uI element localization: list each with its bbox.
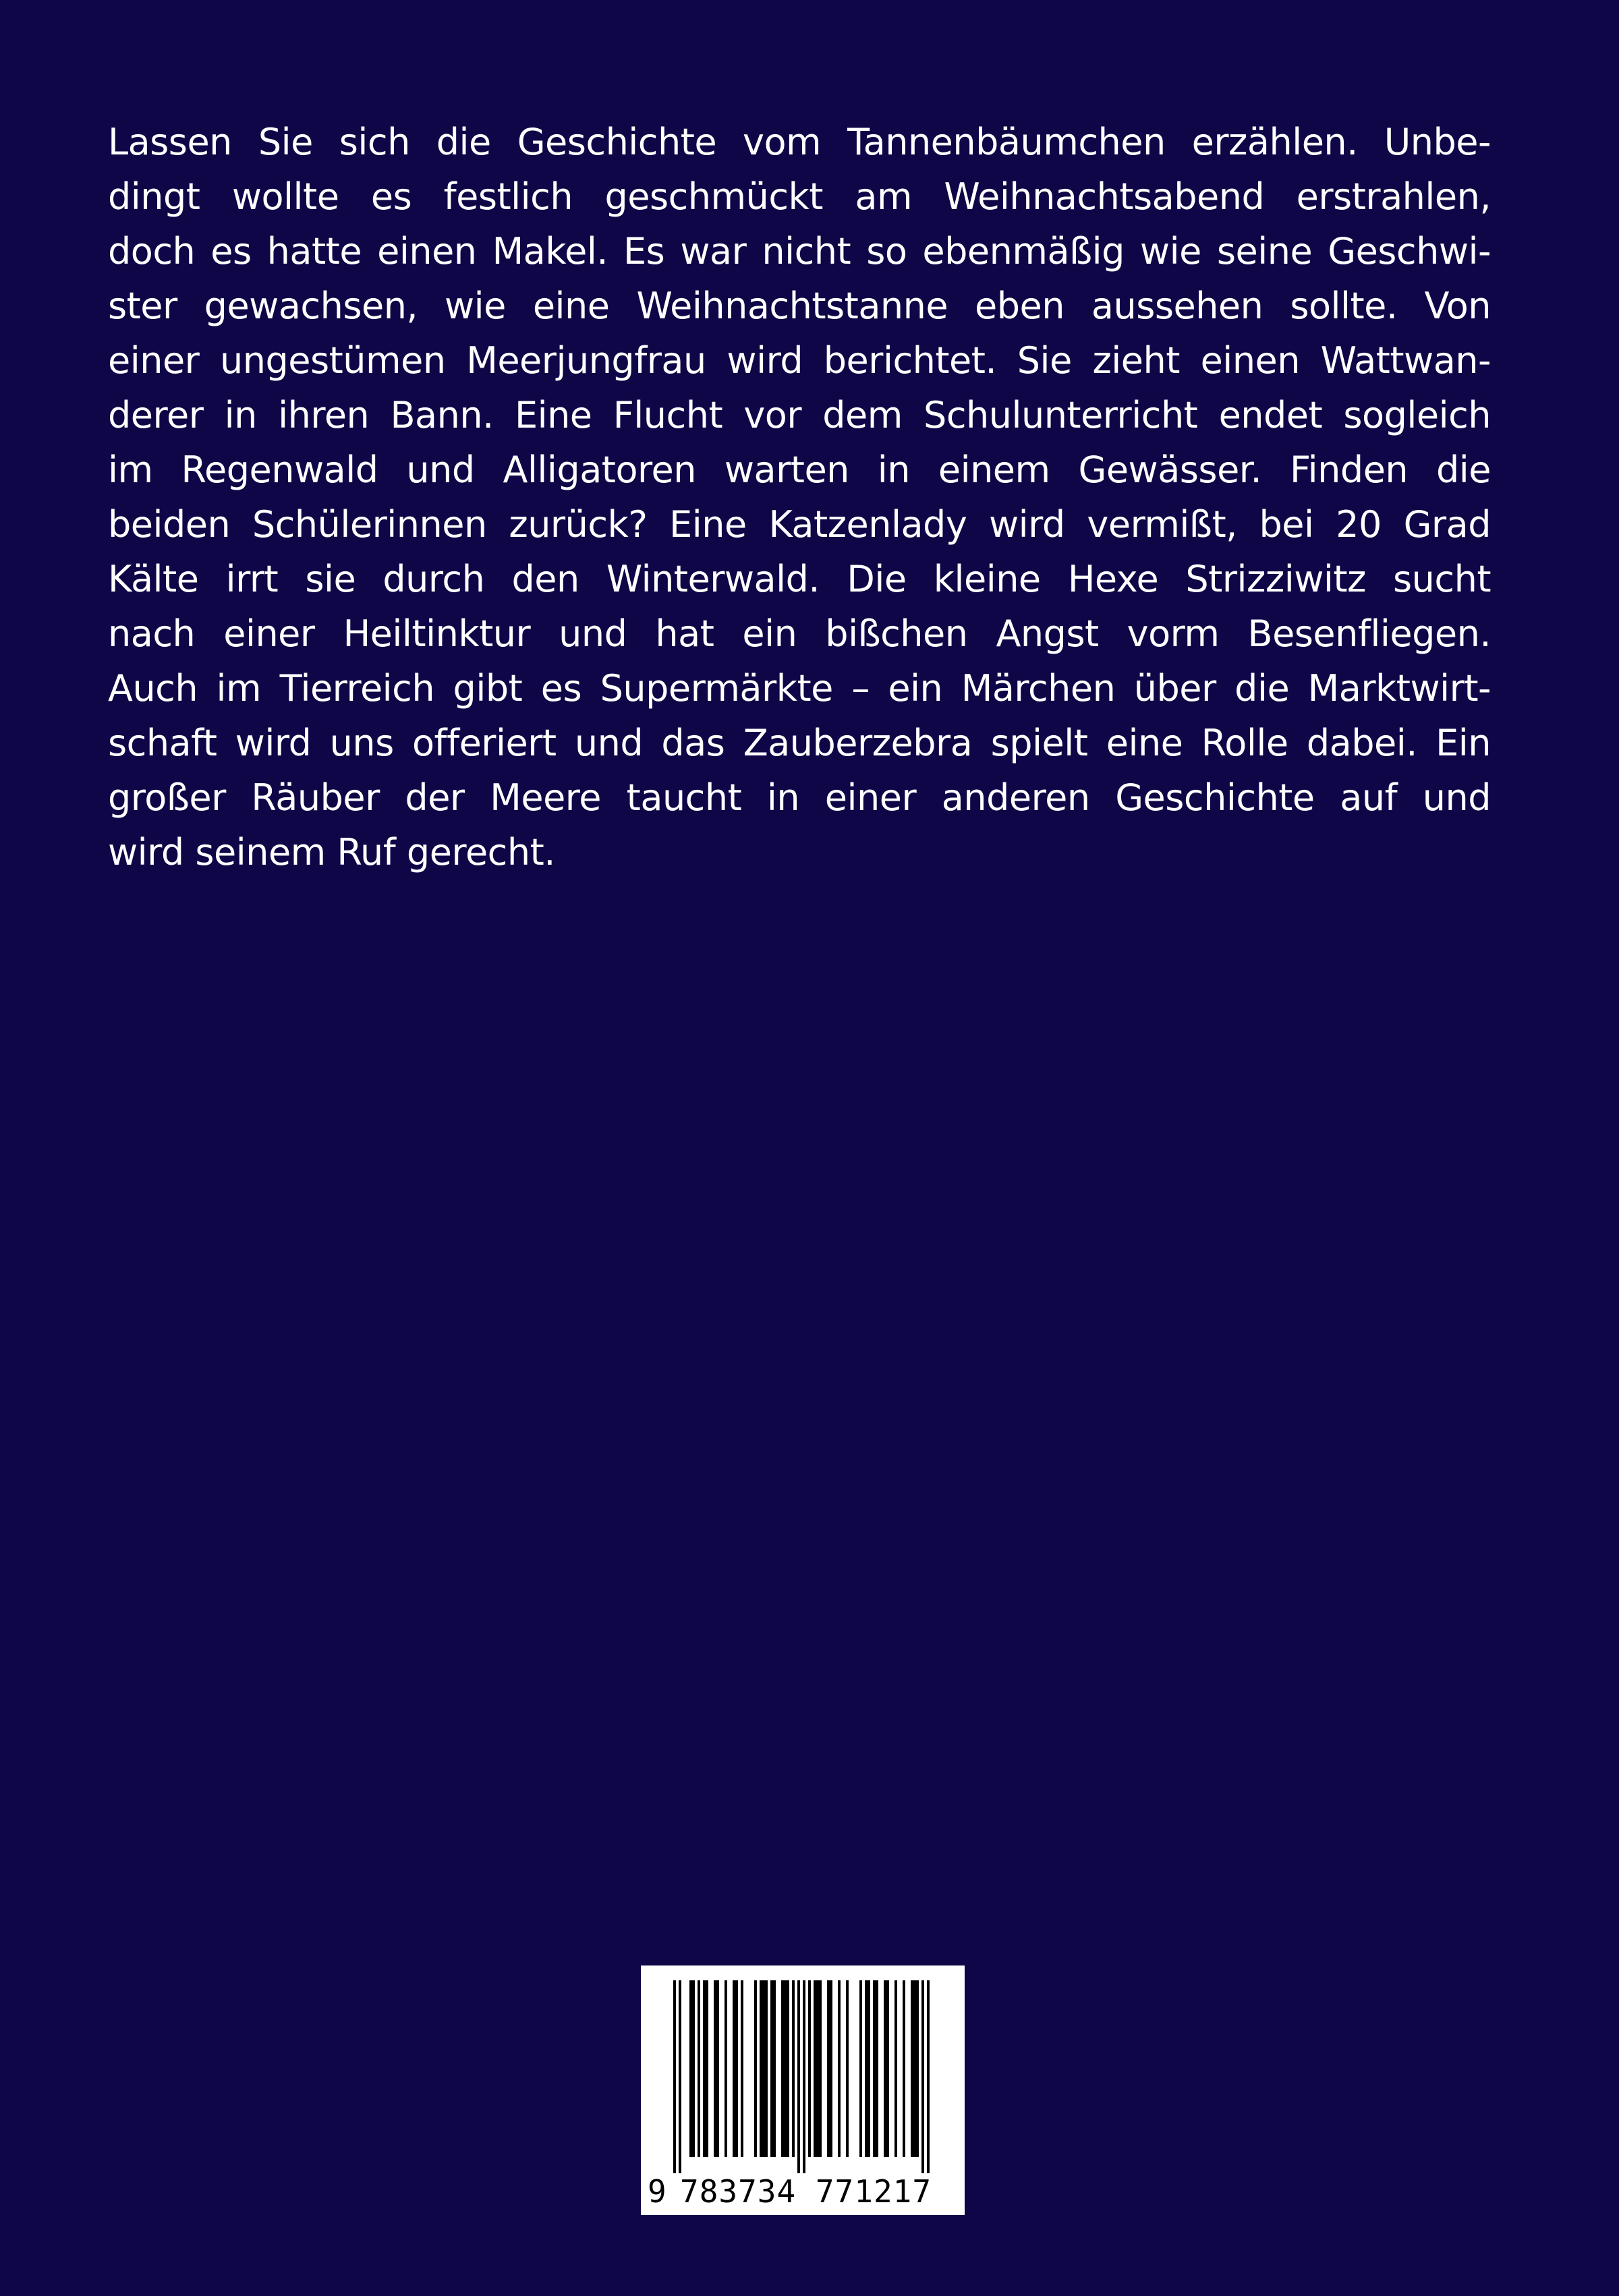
barcode-bar bbox=[814, 1980, 822, 2157]
barcode-bar bbox=[894, 1980, 897, 2157]
blurb-line: dingt wollte es festlich geschmückt am Weihnachtsabend erstrahlen, bbox=[108, 175, 1491, 218]
barcode-bars bbox=[641, 1965, 965, 2175]
barcode-bar bbox=[921, 1980, 924, 2173]
barcode-bar bbox=[754, 1980, 757, 2157]
isbn-remaining-digits: 783734 771217 bbox=[680, 2173, 932, 2210]
barcode-bar bbox=[903, 1980, 905, 2157]
barcode-bar bbox=[873, 1980, 878, 2157]
blurb-text bbox=[108, 115, 1491, 880]
barcode-bar bbox=[859, 1980, 862, 2157]
barcode-bar bbox=[846, 1980, 849, 2157]
blurb-line: ster gewachsen, wie eine Weihnachtstanne eben aussehen sollte. Von bbox=[108, 285, 1491, 327]
blurb-line: schaft wird uns offeriert und das Zauberzebra spielt eine Rolle dabei. Ein bbox=[108, 722, 1491, 764]
blurb-line: Auch im Tierreich gibt es Supermärkte – ein Märchen über die Marktwirt- bbox=[108, 667, 1491, 710]
barcode-bar bbox=[781, 1980, 789, 2157]
barcode-bar bbox=[741, 1980, 743, 2157]
barcode-bar bbox=[770, 1980, 776, 2157]
barcode-bar bbox=[760, 1980, 768, 2157]
barcode-bar bbox=[679, 1980, 681, 2173]
barcode-bar bbox=[725, 1980, 727, 2157]
barcode-bar bbox=[698, 1980, 700, 2157]
barcode-bar bbox=[911, 1980, 919, 2157]
blurb-line: beiden Schülerinnen zurück? Eine Katzenlady wird vermißt, bei 20 Grad bbox=[108, 503, 1491, 546]
blurb-line: nach einer Heiltinktur und hat ein bißchen Angst vorm Besenfliegen. bbox=[108, 612, 1491, 655]
barcode-bar bbox=[797, 1980, 800, 2173]
barcode-bar bbox=[714, 1980, 719, 2157]
barcode-bar bbox=[673, 1980, 676, 2173]
barcode-bar bbox=[927, 1980, 930, 2173]
barcode-bar bbox=[803, 1980, 805, 2173]
isbn-number bbox=[641, 2171, 965, 2212]
blurb-line: im Regenwald und Alligatoren warten in einem Gewässer. Finden die bbox=[108, 449, 1491, 491]
barcode-bar bbox=[733, 1980, 738, 2157]
isbn-first-digit: 9 bbox=[648, 2173, 667, 2210]
barcode-bar bbox=[884, 1980, 889, 2157]
barcode-bar bbox=[808, 1980, 811, 2157]
blurb-line: großer Räuber der Meere taucht in einer anderen Geschichte auf und bbox=[108, 776, 1491, 819]
barcode-bar bbox=[865, 1980, 870, 2157]
blurb-line: doch es hatte einen Makel. Es war nicht so ebenmäßig wie seine Geschwi- bbox=[108, 230, 1491, 272]
isbn-barcode bbox=[641, 1965, 965, 2215]
blurb-line: derer in ihren Bann. Eine Flucht vor dem Schulunterricht endet sogleich bbox=[108, 394, 1491, 436]
blurb-line: einer ungestümen Meerjungfrau wird berichtet. Sie zieht einen Wattwan- bbox=[108, 339, 1491, 382]
blurb-line: Lassen Sie sich die Geschichte vom Tannenbäumchen erzählen. Unbe- bbox=[108, 121, 1491, 163]
blurb-line: wird seinem Ruf gerecht. bbox=[108, 831, 555, 873]
barcode-bar bbox=[703, 1980, 708, 2157]
blurb-line: Kälte irrt sie durch den Winterwald. Die kleine Hexe Strizziwitz sucht bbox=[108, 558, 1491, 600]
barcode-bar bbox=[792, 1980, 795, 2157]
barcode-bar bbox=[689, 1980, 695, 2157]
barcode-bar bbox=[827, 1980, 832, 2157]
barcode-bar bbox=[838, 1980, 841, 2157]
